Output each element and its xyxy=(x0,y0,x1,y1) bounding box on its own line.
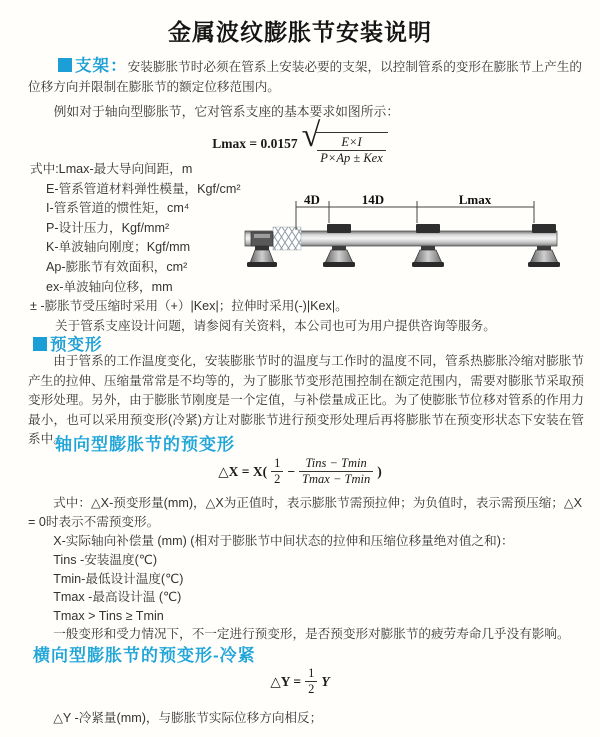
support-section-label: 支架： xyxy=(75,57,128,75)
axial-formula-lhs: △X = X( xyxy=(218,463,268,479)
anchor-support xyxy=(247,232,277,267)
definition-item: P-设计压力，Kgf/mm² xyxy=(46,220,170,235)
definition-item: I-管系管道的惯性矩，cm⁴ xyxy=(46,201,190,216)
dim-label-lmax: Lmax xyxy=(458,193,492,207)
axial-note: Tmax > Tins ≥ Tmin xyxy=(53,608,164,623)
definition-item: Ap-膨胀节有效面积，cm² xyxy=(46,259,188,274)
axial-note: Tins -安装温度(℃) xyxy=(53,553,158,567)
axial-formula-rhs: ) xyxy=(377,463,382,479)
definition-item: 式中:Lmax-最大导向间距，m xyxy=(30,162,193,176)
bellows-section xyxy=(273,227,301,250)
lmax-formula-lhs: Lmax = 0.0157 xyxy=(212,136,298,151)
lmax-formula-numerator: E×I xyxy=(317,135,386,151)
minus-operator: − xyxy=(287,463,296,479)
axial-note: 一般变形和受力情况下，不一定进行预变形，是否预变形对膨胀节的疲劳寿命几乎没有影响。 xyxy=(53,627,570,642)
definition-item: ± -膨胀节受压缩时采用（+）|Kex|；拉伸时采用(-)|Kex|。 xyxy=(30,299,348,314)
page-title: 金属波纹膨胀节安装说明 xyxy=(168,19,432,45)
pipe-support-diagram-svg xyxy=(243,193,599,289)
predeform-paragraph: 由于管系的工作温度变化，安装膨胀节时的温度与工作时的温度不同，管系热膨胀冷缩对膨胀节产生的拉伸、压缩量常常是不均等的，为了膨胀节变形范围控制在额定范围内，需要对膨胀节采取预变形处理。另外，由于膨胀节刚度是一个定值，与补偿量成正比。为了使膨胀节位移对管系的作用力最小，也可以采用预变形(冷紧)方让对膨胀节进行预变形处理后再将膨胀节在预变形状态下安装在管系中。 xyxy=(28,354,584,447)
section-marker-icon xyxy=(33,337,47,351)
axial-note: 式中：△X-预变形量(mm)，△X为正值时，表示膨胀节需预拉伸；为负值时，表示需预压缩；△X = 0时表示不需预变形。 xyxy=(28,496,582,529)
lateral-formula-lhs: △Y = xyxy=(270,673,302,689)
predeform-section-label: 预变形 xyxy=(50,336,103,354)
dim-label-4d: 4D xyxy=(304,193,320,207)
axial-preset-formula xyxy=(0,456,600,487)
radical-sign-icon: √ xyxy=(301,117,321,154)
support-consult-note: 关于管系支座设计问题，请参阅有关资料，本公司也可为用户提供咨询等服务。 xyxy=(55,318,496,333)
support-example-text: 例如对于轴向型膨胀节，它对管系支座的基本要求如图所示： xyxy=(53,104,400,119)
lmax-formula-denominator: P×Ap ± Kex xyxy=(320,151,383,165)
lateral-preset-formula xyxy=(0,666,600,697)
definition-item: E-管系管道材料弹性模量，Kgf/cm² xyxy=(46,181,241,196)
axial-preset-heading: 轴向型膨胀节的预变形 xyxy=(55,435,235,454)
one-half-fraction: $\frac{1}{2}$ xyxy=(305,666,317,697)
definition-item: K-单波轴向刚度；Kgf/mm xyxy=(46,240,191,255)
support-paragraph xyxy=(28,57,582,97)
lateral-preset-heading: 横向型膨胀节的预变形-冷紧 xyxy=(33,646,256,665)
dim-label-14d: 14D xyxy=(361,193,385,207)
support-intro-text: 安装膨胀节时必须在管系上安装必要的支架，以控制管系的变形在膨胀节上产生的位移方向并限制在膨胀节的额定位移范围内。 xyxy=(28,60,583,94)
temperature-ratio-fraction: $\frac{\text{Tins − Tmin}}{Tmax - Tmin}$ xyxy=(299,456,373,487)
axial-note: Tmin-最低设计温度(℃) xyxy=(53,571,184,586)
axial-note: X-实际轴向补偿量 (mm) (相对于膨胀节中间状态的拉伸和压缩位移量绝对值之和)： xyxy=(53,534,514,548)
one-half-fraction: $\frac{1}{2}$ xyxy=(271,456,283,487)
axial-note: Tmax -最高设计温 (℃) xyxy=(53,590,182,605)
axial-notes-list xyxy=(28,494,582,644)
definition-item: ex-单波轴向位移，mm xyxy=(46,279,173,294)
support-spacing-diagram xyxy=(243,193,599,294)
section-marker-icon xyxy=(58,58,72,72)
lateral-note-text: △Y -冷紧量(mm)，与膨胀节实际位移方向相反； xyxy=(53,711,323,725)
lateral-formula-rhs: Y xyxy=(321,673,330,689)
